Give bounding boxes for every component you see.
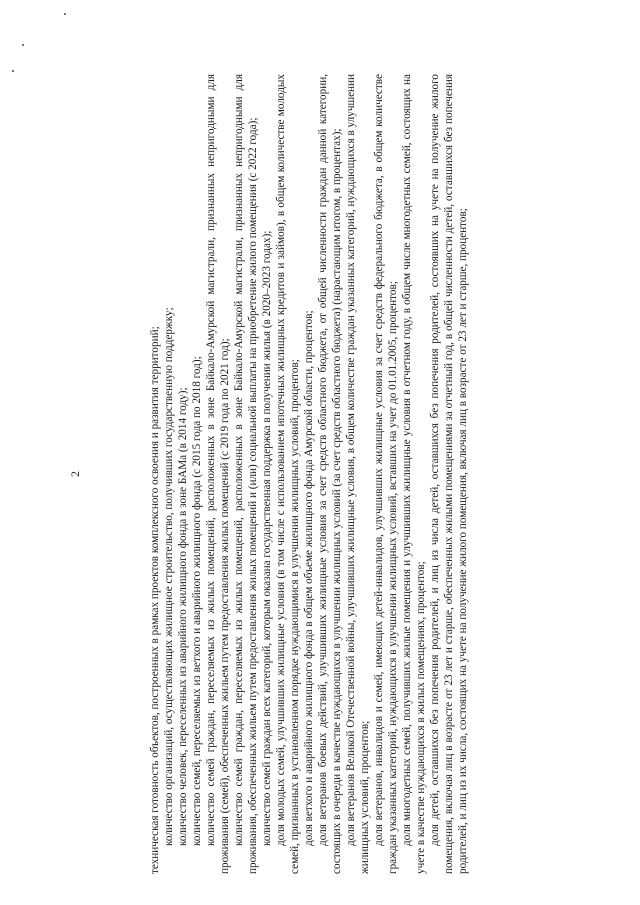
paragraph: доля молодых семей, улучшивших жилищные условия (в том числе с использованием ипотечных жилищных кредитов и займов), в общем количестве молодых семей, признанных в установленном порядке нуждающимися в улучшении жилищных условий, процентов; — [275, 74, 301, 874]
scan-speck — [64, 13, 66, 15]
scan-speck — [22, 44, 24, 46]
page-number: 2 — [68, 471, 82, 477]
paragraph: количество организаций, осуществляющих жилищное строительство, получивших государственную поддержку; — [163, 307, 175, 846]
paragraph: доля ветеранов боевых действий, улучшивших жилищные условия за счет средств областного бюджета, от общей численности граждан данной категории, состоящих в очереди в качестве нуждающихся в улучшении жилищных условий (за счет средств областного бюджета) (нарастающим итогом, в процентах); — [317, 74, 343, 874]
paragraph: количество семей граждан, переселяемых из жилых помещений, расположенных в зоне Байкало-Амурской магистрали, признанных непригодными для проживания, обеспеченных жильем путем предоставления жилых помещений и (или) социальной выплаты на приобретение жилого помещения (с 2022 года); — [233, 74, 259, 874]
rotated-text-block — [68, 74, 588, 874]
scan-speck — [12, 70, 14, 72]
paragraph: доля ветхого и аварийного жилищного фонда в общем объеме жилищного фонда Амурской области, процентов; — [303, 310, 315, 846]
paragraph: техническая готовность объектов, построенных в рамках проектов комплексного освоения и развития территорий; — [149, 326, 161, 874]
paragraph: количество семей граждан, переселяемых из жилых помещений, расположенных в зоне Байкало-Амурской магистрали, признанных непригодными для проживания (семей), обеспеченных жильем путем предоставления жилых помещений (с 2019 года по 2021 год); — [205, 74, 231, 874]
paragraph: количество человек, переселенных из аварийного жилищного фонда в зоне БАМа (в 2014 году); — [177, 387, 189, 846]
paragraph: доля детей, оставшихся без попечения родителей, и лиц из числа детей, оставшихся без попечения родителей, состоявших на учете на получение жилого помещения, включая лиц в возрасте от 23 лет и старше, обеспеченных жилыми помещениями за отчетный год, в общей численности детей, оставшихся без попечения родителей, и лиц из их числа, состоящих на учете на получение жилого помещения, включая лиц в возрасте от 23 лет и старше, процентов; — [429, 74, 469, 874]
document-body — [148, 74, 470, 874]
paragraph: доля многодетных семей, получивших жилые помещения и улучшивших жилищные условия в отчетном году, в общем числе многодетных семей, состоящих на учете в качестве нуждающихся в жилых помещениях, процентов; — [401, 74, 427, 874]
paragraph: доля ветеранов Великой Отечественной войны, улучшивших жилищные условия, в общем количестве граждан указанных категорий, нуждающихся в улучшении жилищных условий, процентов; — [345, 74, 371, 874]
paragraph: количество семей граждан всех категорий, которым оказана государственная поддержка в получении жилья (в 2020–2023 годах); — [261, 230, 273, 846]
paragraph: количество семей, переселяемых из ветхого и аварийного жилищного фонда (с 2015 года по 2018 год); — [191, 356, 203, 846]
paragraph: доля ветеранов, инвалидов и семей, имеющих детей-инвалидов, улучшивших жилищные условия за счет средств федерального бюджета, в общем количестве граждан указанных категорий, нуждающихся в улучшении жилищных условий, вставших на учет до 01.01.2005, процентов; — [373, 74, 399, 874]
